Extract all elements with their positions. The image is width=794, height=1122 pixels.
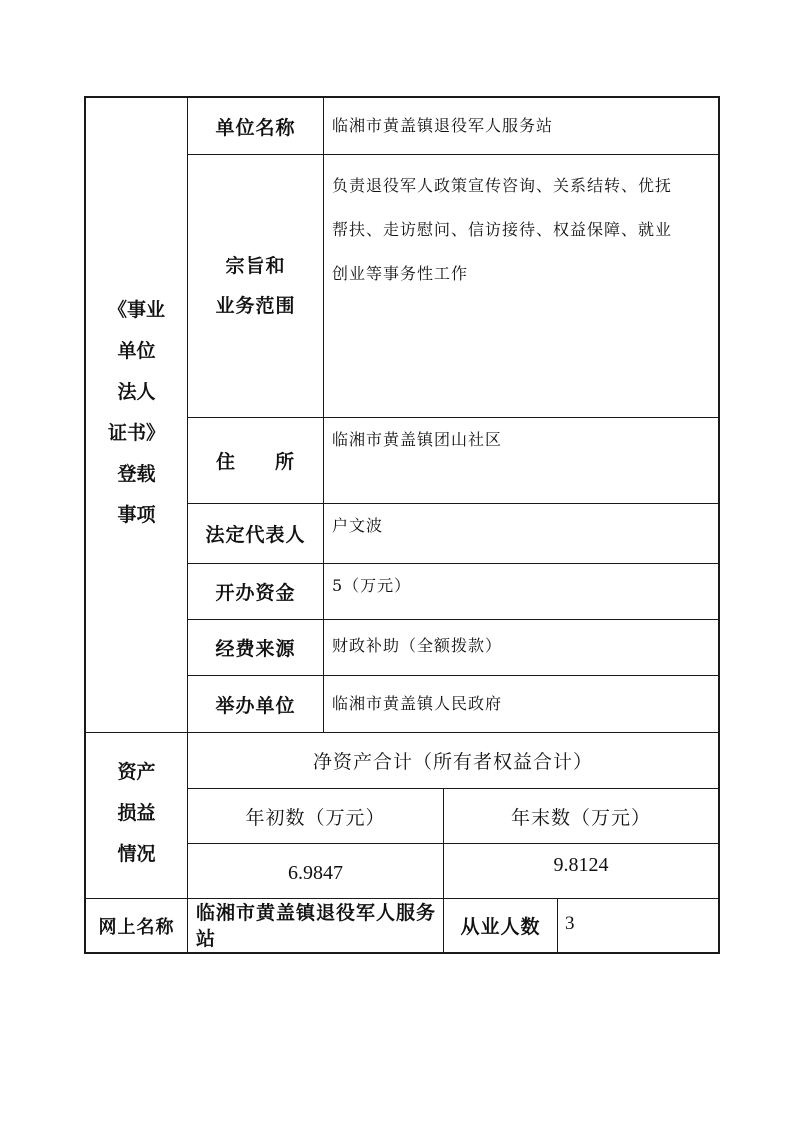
col-line-2 — [323, 96, 324, 732]
registration-section-title — [86, 290, 187, 536]
unit-name-label: 单位名称 — [215, 116, 296, 139]
address-label-part1: 住 — [216, 451, 237, 473]
unit-name-value: 临湘市黄盖镇退役军人服务站 — [332, 116, 554, 135]
capital-value: 5（万元） — [332, 576, 412, 595]
purpose-label-line1: 宗旨和 — [225, 255, 286, 277]
sponsor-value: 临湘市黄盖镇人民政府 — [332, 694, 503, 713]
border-bottom — [84, 952, 720, 954]
assets-title-line: 损益 — [117, 802, 156, 824]
online-name-value: 临湘市黄盖镇退役军人服务站 — [196, 902, 437, 950]
funding-label: 经费来源 — [215, 638, 296, 660]
registration-title-line: 法人 — [117, 381, 156, 403]
capital-label: 开办资金 — [215, 582, 296, 604]
begin-year-value: 6.9847 — [288, 861, 343, 884]
end-year-label: 年末数（万元） — [510, 806, 651, 829]
sponsor-label: 举办单位 — [215, 694, 296, 717]
begin-year-label: 年初数（万元） — [245, 806, 386, 829]
assets-title-line: 资产 — [117, 761, 156, 783]
funding-value: 财政补助（全额拨款） — [332, 636, 503, 655]
online-name-label: 网上名称 — [98, 916, 175, 938]
registration-title-line: 《事业 — [107, 299, 165, 321]
purpose-value — [332, 164, 717, 296]
address-value: 临湘市黄盖镇团山社区 — [332, 430, 503, 449]
col-line-emp — [557, 898, 558, 954]
registration-title-line: 单位 — [117, 340, 156, 362]
net-assets-header: 净资产合计（所有者权益合计） — [312, 751, 593, 773]
assets-section-title — [86, 752, 187, 875]
address-label-part2: 所 — [274, 451, 295, 473]
legal-rep-value: 户文波 — [332, 516, 384, 535]
border-top — [84, 96, 720, 98]
registration-title-line: 登载 — [117, 463, 156, 485]
employees-value: 3 — [565, 913, 575, 934]
purpose-value-line: 创业等事务性工作 — [332, 264, 469, 283]
registration-title-line: 事项 — [117, 504, 156, 526]
employees-label: 从业人数 — [460, 916, 541, 938]
assets-title-line: 情况 — [117, 843, 156, 865]
purpose-value-line: 帮扶、走访慰问、信访接待、权益保障、就业 — [332, 220, 673, 239]
purpose-label-line2: 业务范围 — [215, 295, 296, 317]
purpose-label — [188, 155, 323, 417]
registration-title-line: 证书》 — [107, 422, 165, 444]
purpose-value-line: 负责退役军人政策宣传咨询、关系结转、优抚 — [332, 176, 673, 195]
legal-rep-label: 法定代表人 — [205, 524, 306, 546]
border-right — [718, 96, 720, 954]
end-year-value: 9.8124 — [553, 853, 609, 876]
address-label — [188, 418, 323, 503]
